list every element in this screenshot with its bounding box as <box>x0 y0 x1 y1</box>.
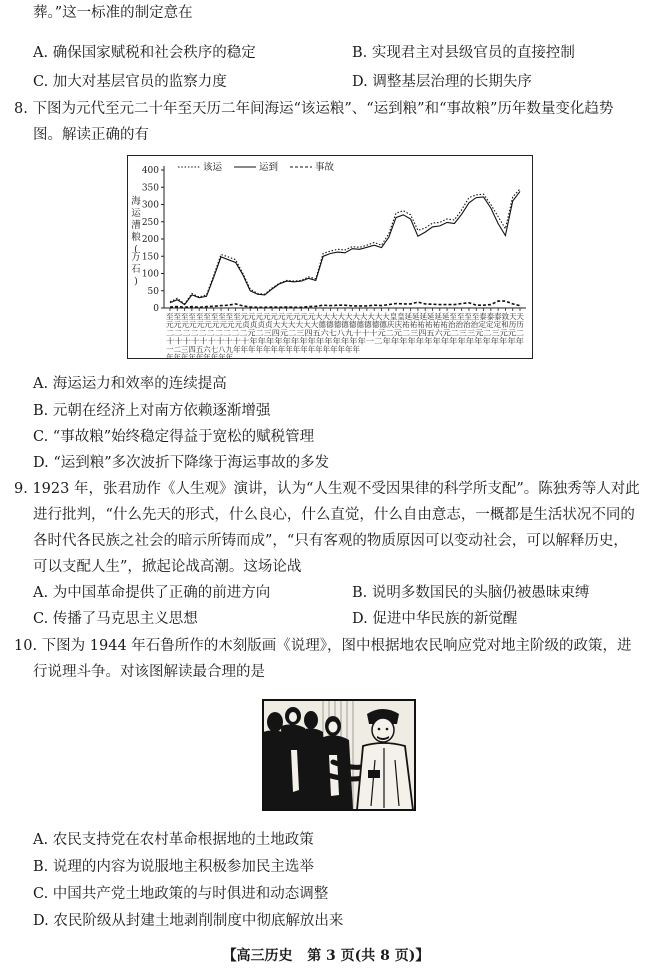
prev-option-c: C. 加大对基层官员的监察力度 <box>33 74 227 90</box>
series-line-该运 <box>170 189 520 304</box>
q8-option-b: B. 元朝在经济上对南方依赖逐渐增强 <box>33 403 271 419</box>
woodcut-illustration <box>263 700 415 810</box>
page-footer <box>0 945 652 965</box>
q8-chart-svg <box>128 156 532 358</box>
y-axis-label-char: 万 <box>131 252 141 263</box>
x-tick-label-row: 年年年年年年年年年 <box>166 353 234 358</box>
prev-option-a: A. 确保国家赋税和社会秩序的稳定 <box>33 45 256 61</box>
y-axis-label-char: 海 <box>131 196 141 207</box>
y-axis-label-char: 运 <box>131 208 141 219</box>
prev-option-d: D. 调整基层治理的长期失序 <box>352 74 532 90</box>
footer-subject: 【高三历史 <box>222 948 293 964</box>
q9-option-a: A. 为中国革命提供了正确的前进方向 <box>33 585 271 601</box>
q10-stem-line2: 行说理斗争。对该图解读最合理的是 <box>33 664 265 680</box>
y-tick-label: 300 <box>141 200 159 211</box>
series-line-事故 <box>170 301 520 307</box>
legend-label: 事故 <box>315 162 335 173</box>
q8-option-d: D. “运到粮”多次波折下降缘于海运事故的多发 <box>33 455 330 471</box>
q10-stem-line1: 10. 下图为 1944 年石鲁所作的木刻版画《说理》，图中根据地农民响应党对地主阶级的政策，进 <box>14 638 632 654</box>
y-axis-label-char: 粮 <box>131 232 141 243</box>
q9-stem-line3: 各时代各民族之社会的暗示所铸而成”，“只有客观的物质原因可以变动社会，可以解释历史， <box>33 533 628 549</box>
y-axis-label-char: ) <box>134 276 138 287</box>
legend-label: 运到 <box>259 162 279 173</box>
q8-stem-line1: 8. 下图为元代至元二十年至天历二年间海运“该运粮”、“运到粮”和“事故粮”历年数量变化趋势 <box>14 101 614 117</box>
x-tick-label-row: 二二二二二二二二二二元二三四元二三四五六七八九十十十元二元二三四五六元二三三元二三元元二 <box>166 328 524 338</box>
q8-chart <box>127 155 533 359</box>
q10-option-a: A. 农民支持党在农村革命根据地的土地政策 <box>33 832 314 848</box>
q9-option-c: C. 传播了马克思主义思想 <box>33 611 198 627</box>
series-line-运到 <box>170 191 520 304</box>
q8-option-c: C. “事故粮”始终稳定得益于宽松的赋税管理 <box>33 429 315 445</box>
prev-option-b: B. 实现君主对县级官员的直接控制 <box>352 45 575 61</box>
x-tick-label-row: 至至至至至至至至至至元元元元元元元元元元大大大大大大大大大大皇皇延延延延延延至至至至泰泰泰致天天 <box>166 312 524 321</box>
prev-question-tail: 葬。”这一标准的制定意在 <box>33 5 193 21</box>
y-axis-label-char: 石 <box>131 264 141 275</box>
y-tick-label: 200 <box>141 235 159 245</box>
y-tick-label: 350 <box>141 183 159 194</box>
q10-option-b: B. 说理的内容为说服地主积极参加民主选举 <box>33 859 314 875</box>
q8-option-a: A. 海运运力和效率的连续提高 <box>33 376 227 392</box>
legend-label: 该运 <box>203 162 223 173</box>
q10-woodcut-image <box>262 699 416 811</box>
q9-option-d: D. 促进中华民族的新觉醒 <box>352 611 518 627</box>
x-tick-label-row: 一二三四五六七八九年年年年年年年年年年年年年年年年年 <box>166 344 360 354</box>
y-tick-label: 250 <box>141 217 159 228</box>
footer-page-number: 第 3 页(共 8 页)】 <box>307 948 430 964</box>
q9-option-b: B. 说明多数国民的头脑仍被愚昧束缚 <box>352 585 590 601</box>
y-tick-label: 400 <box>141 166 159 176</box>
y-tick-label: 50 <box>147 286 159 297</box>
y-tick-label: 150 <box>141 252 159 263</box>
y-tick-label: 0 <box>153 304 159 314</box>
q10-option-d: D. 农民阶级从封建土地剥削制度中彻底解放出来 <box>33 913 344 929</box>
q10-option-c: C. 中国共产党土地政策的与时俱进和动态调整 <box>33 886 329 902</box>
y-axis-label-char: 漕 <box>131 220 141 231</box>
q9-stem-line4: 可以支配人生”，掀起论战高潮。这场论战 <box>33 559 302 575</box>
x-tick-label-row: 元元元元元元元元元元贞贞贞贞大大大大大大德德德德德德德德德庆庆祐祐祐祐祐祐治治治治定定定和历历 <box>166 320 524 330</box>
q9-stem-line2: 进行批判，“什么先天的形式，什么良心，什么直觉，什么自由意志，一概都是生活状况不同的 <box>33 507 635 523</box>
x-tick-label-row: 十十十十十十十十十十年年年年年年年年年年年年年年一二年年年年年年年年年年年年年年年年年 <box>166 336 524 346</box>
y-tick-label: 100 <box>141 269 159 280</box>
q9-stem-line1: 9. 1923 年，张君劢作《人生观》演讲，认为“人生观不受因果律的科学所支配”。陈独秀等人对此 <box>14 481 640 497</box>
y-axis-label-char: ( <box>134 244 138 255</box>
q8-stem-line2: 图。解读正确的有 <box>33 127 149 143</box>
